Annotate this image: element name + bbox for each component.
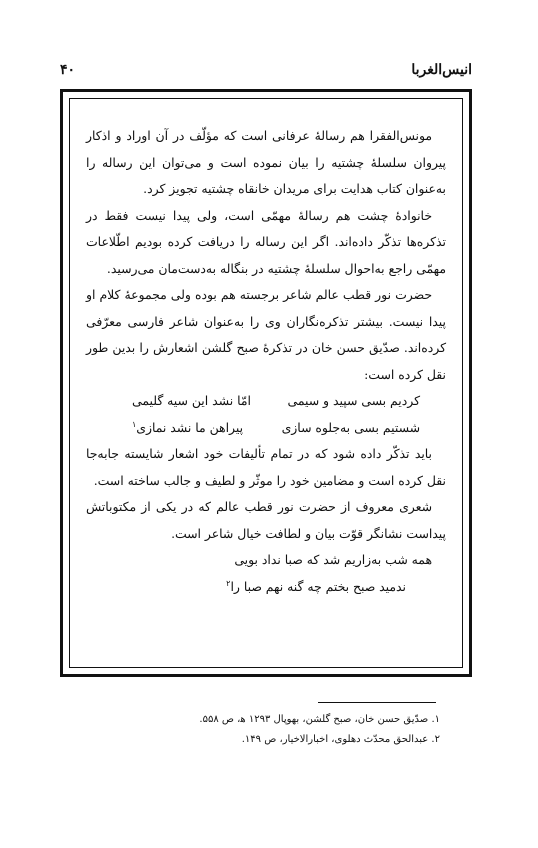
couplet-line-2 — [86, 574, 446, 601]
paragraph-2: خانوادهٔ چشت هم رسالهٔ مهمّی است، ولی پیدا نیست فقط در تذکره‌ها تذکّر داده‌اند. اگر این رساله را دریافت کرده بودیم اطّلاعات مهمّی راجع به‌احوال سلسلهٔ چشتیه در بنگاله به‌دست‌مان می‌رسید. — [86, 207, 446, 276]
couplet-line-1: همه شب به‌زاریم شد که صبا نداد بویی — [234, 552, 432, 567]
running-title: انیس‌الغربا — [411, 62, 472, 78]
verse-1-hemistich-a: کردیم بسی سپید و سیمی — [287, 393, 420, 408]
page-header — [60, 62, 472, 84]
paragraph-3: حضرت نور قطب عالم شاعر برجسته هم بوده ولی مجموعهٔ کلام او پیدا نیست. بیشتر تذکره‌نگاران وی را به‌عنوان شاعر فارسی معرّفی کرده‌اند. صدّیق حسن خان در تذکرهٔ صبح گلشن اشعارش را بدین طور نقل کرده است: — [86, 287, 446, 382]
footnotes — [110, 710, 440, 750]
verse-2-hemistich-a: شستیم بسی به‌جلوه سازی — [281, 419, 420, 435]
footnote-2: ۲. عبدالحق محدّث دهلوی، اخبارالاخیار، ص ۱۴۹. — [241, 734, 440, 745]
verse-2-hemistich-b: پیراهن ما نشد نمازی — [136, 419, 244, 435]
couplet-2-text: ندمید صبح بختم چه گنه نهم صبا را — [230, 578, 406, 594]
verse-line-1 — [86, 388, 446, 415]
footnote-marker-1: ۱ — [132, 419, 137, 429]
verse-line-2 — [86, 415, 446, 442]
paragraph-5: شعری معروف از حضرت نور قطب عالم که در یکی از مکتوباتش پیداست نشانگر قوّت بیان و لطافت خیال شاعر است. — [86, 499, 446, 541]
paragraph-1: مونس‌الفقرا هم رسالهٔ عرفانی است که مؤلّف در آن اوراد و اذکار پیروان سلسلهٔ چشتیه را بیان نموده است و می‌توان این رساله را به‌عنوان کتاب هدایت برای مریدان خانقاه چشتیه تجویز کرد. — [86, 128, 446, 196]
verse-2-hemistich-b-wrap — [132, 415, 243, 442]
page-number: ۴۰ — [60, 62, 76, 78]
body-text — [86, 123, 446, 600]
text-frame-inner — [69, 98, 463, 668]
footnote-1: ۱. صدّیق حسن خان، صبح گلشن، بهوپال ۱۲۹۳ ه‍، ص ۵۵۸. — [199, 714, 440, 725]
text-frame — [60, 89, 472, 677]
footnote-marker-2: ۲ — [226, 578, 231, 588]
footnote-divider — [318, 702, 436, 703]
paragraph-4: باید تذکّر داده شود که در تمام تألیفات خود اشعار شایسته جابه‌جا نقل کرده است و مضامین خود را موثّر و لطیف و جالب ساخته است. — [86, 446, 446, 488]
verse-1-hemistich-b: امّا نشد این سیه گلیمی — [132, 393, 251, 408]
